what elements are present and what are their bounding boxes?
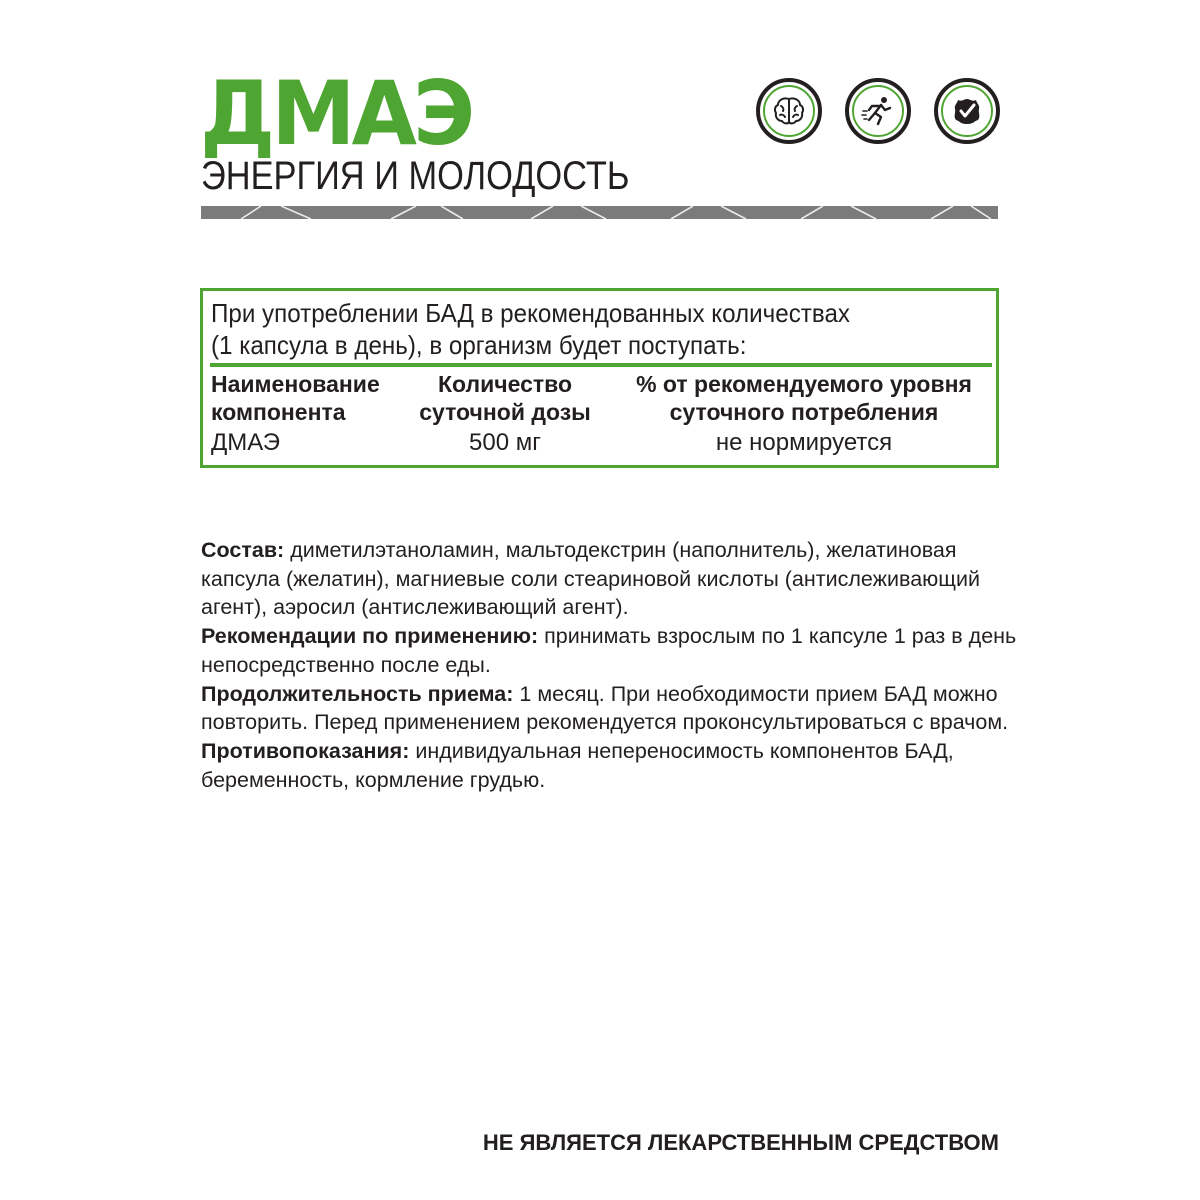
benefit-icons: [756, 78, 1001, 144]
column-header-percent: [618, 370, 990, 426]
composition-paragraph: [201, 536, 1021, 622]
column-header-line: суточного потребления: [669, 399, 939, 425]
product-info: [201, 536, 1021, 794]
composition-label: Состав:: [201, 538, 285, 562]
leather-check-icon: [934, 78, 1000, 144]
table-cell-amount: 500 мг: [469, 429, 541, 456]
runner-icon: [845, 78, 911, 144]
table-cell-name: ДМАЭ: [211, 429, 280, 456]
usage-paragraph: [201, 622, 1021, 679]
duration-text: 1 месяц. При необходимости прием БАД можно повторить. Перед применением рекомендуется проконсультироваться с врачом.: [201, 681, 1009, 735]
disclaimer: НЕ ЯВЛЯЕТСЯ ЛЕКАРСТВЕННЫМ СРЕДСТВОМ: [482, 1130, 999, 1155]
table-divider: [210, 363, 992, 367]
contraindications-paragraph: [201, 737, 1021, 794]
product-title: ДМАЭ: [200, 62, 472, 165]
nutrition-intro: [211, 297, 850, 361]
decorative-stripe: [201, 206, 998, 219]
column-header-line: Количество: [437, 371, 573, 397]
usage-label: Рекомендации по применению:: [201, 624, 539, 649]
column-header-amount: [413, 370, 597, 426]
nutrition-intro-line: (1 капсула в день), в организм будет поступать:: [211, 330, 747, 360]
composition-text: диметилэтаноламин, мальтодекстрин (наполнитель), желатиновая капсула (желатин), магниевые соли стеариновой кислоты (антислеживающий агент), аэросил (антислеживающий агент).: [201, 538, 980, 620]
column-header-name: [211, 370, 380, 426]
column-header-line: Наименование: [211, 371, 380, 397]
column-header-line: % от рекомендуемого уровня: [636, 371, 972, 397]
product-subtitle: ЭНЕРГИЯ И МОЛОДОСТЬ: [201, 154, 630, 198]
brain-icon: [756, 78, 822, 144]
contraindications-text: индивидуальная непереносимость компонентов БАД, беременность, кормление грудью.: [201, 738, 954, 792]
duration-paragraph: [201, 680, 1021, 737]
column-header-line: суточной дозы: [419, 399, 591, 425]
table-cell-percent: не нормируется: [715, 429, 893, 456]
duration-label: Продолжительность приема:: [201, 681, 514, 706]
usage-text: принимать взрослым по 1 капсуле 1 раз в день непосредственно после еды.: [201, 624, 1017, 677]
nutrition-table: [200, 288, 999, 468]
contraindications-label: Противопоказания:: [201, 738, 410, 763]
column-header-line: компонента: [211, 399, 346, 425]
nutrition-intro-line: При употреблении БАД в рекомендованных количествах: [211, 298, 850, 328]
